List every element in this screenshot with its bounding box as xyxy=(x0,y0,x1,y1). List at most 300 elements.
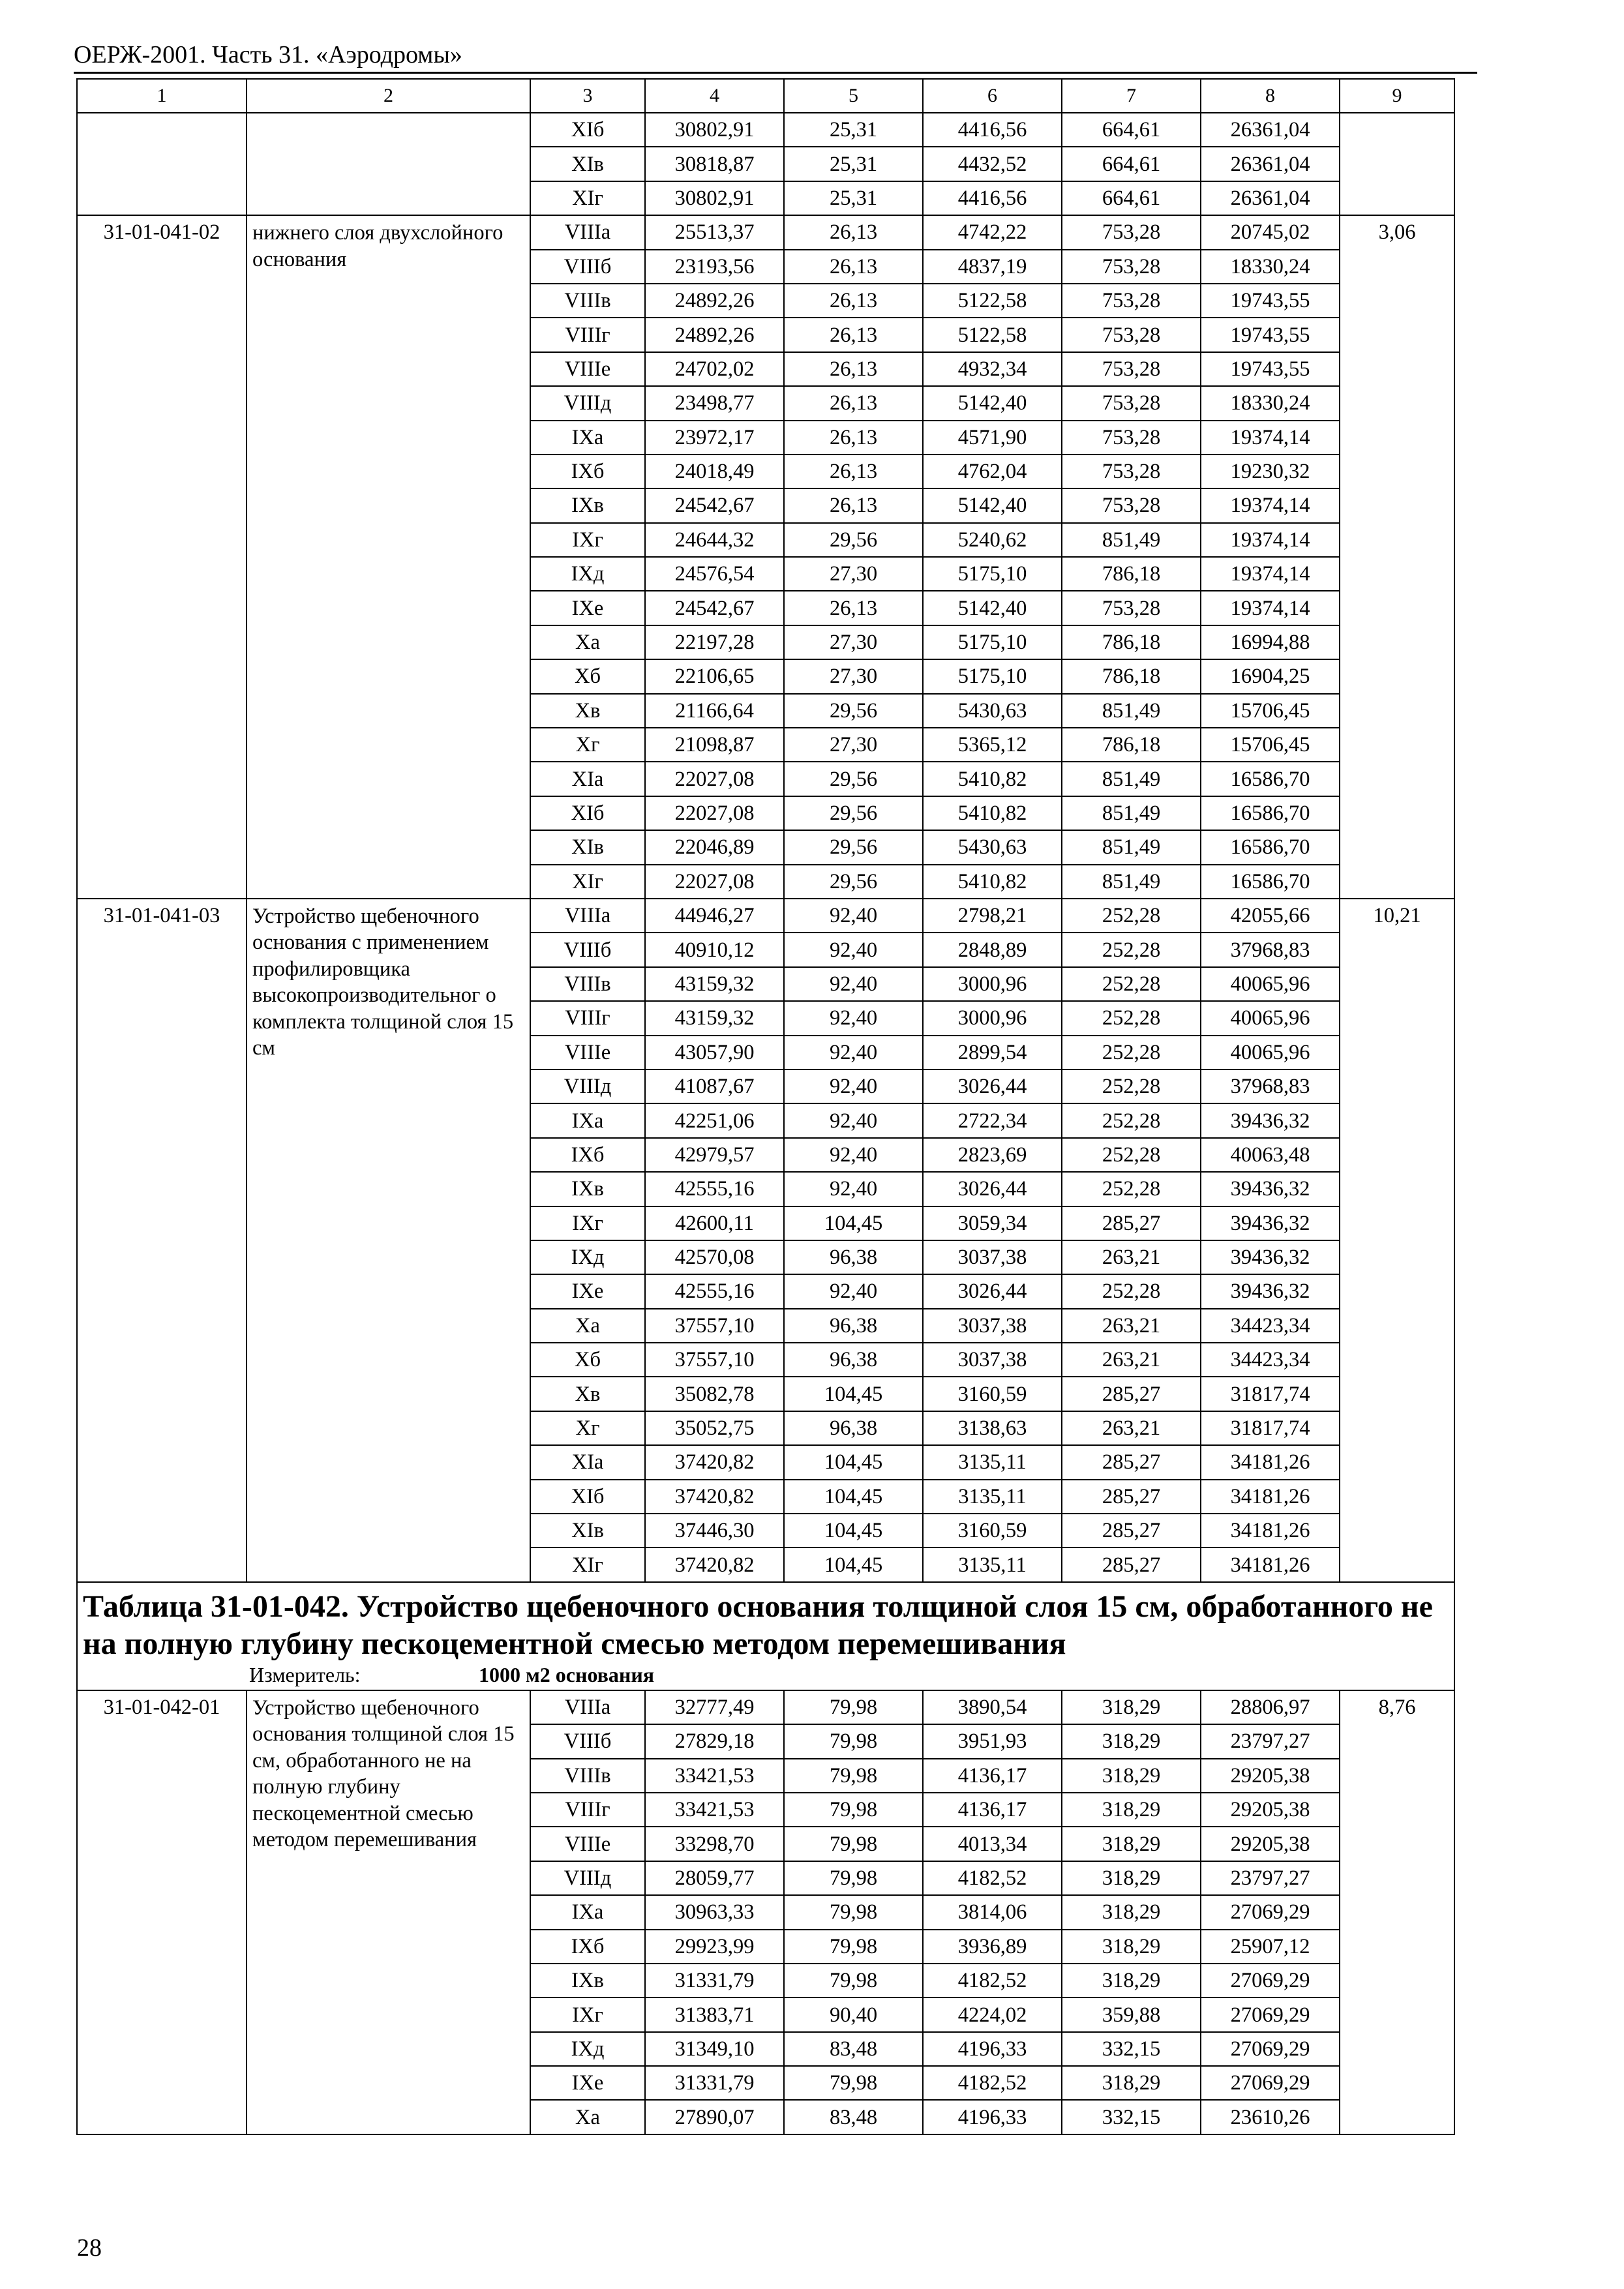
value-cell: 92,40 xyxy=(784,1103,923,1137)
value-cell: 34423,34 xyxy=(1201,1309,1340,1343)
value-cell: 4762,04 xyxy=(923,455,1062,488)
value-cell: 4182,52 xyxy=(923,2066,1062,2100)
value-cell: 252,28 xyxy=(1062,899,1201,933)
value-cell: 25,31 xyxy=(784,147,923,181)
value-cell: 29923,99 xyxy=(645,1930,784,1964)
value-cell: 753,28 xyxy=(1062,386,1201,420)
value-cell: 19374,14 xyxy=(1201,557,1340,591)
zone-cell: XIг xyxy=(530,181,645,215)
value-cell: 19230,32 xyxy=(1201,455,1340,488)
value-cell: 23797,27 xyxy=(1201,1724,1340,1758)
value-cell: 23193,56 xyxy=(645,250,784,284)
value-cell: 16586,70 xyxy=(1201,796,1340,830)
value-cell: 5122,58 xyxy=(923,284,1062,318)
value-cell: 285,27 xyxy=(1062,1548,1201,1581)
value-cell: 44946,27 xyxy=(645,899,784,933)
value-cell: 4416,56 xyxy=(923,113,1062,147)
value-cell: 25513,37 xyxy=(645,215,784,249)
value-cell: 30818,87 xyxy=(645,147,784,181)
value-cell: 79,98 xyxy=(784,1827,923,1861)
value-cell: 31331,79 xyxy=(645,1964,784,1997)
value-cell: 31383,71 xyxy=(645,1997,784,2031)
column-number-cell: 2 xyxy=(247,79,530,113)
zone-cell: IXб xyxy=(530,1138,645,1172)
value-cell: 3135,11 xyxy=(923,1445,1062,1479)
value-cell: 104,45 xyxy=(784,1445,923,1479)
rates-table xyxy=(76,78,1455,2135)
zone-cell: Xб xyxy=(530,659,645,693)
value-cell: 318,29 xyxy=(1062,1895,1201,1929)
value-cell: 851,49 xyxy=(1062,830,1201,864)
value-cell: 285,27 xyxy=(1062,1377,1201,1411)
value-cell: 28059,77 xyxy=(645,1861,784,1895)
value-cell: 27,30 xyxy=(784,557,923,591)
zone-cell: VIIIе xyxy=(530,352,645,386)
value-cell: 33421,53 xyxy=(645,1759,784,1793)
value-cell: 104,45 xyxy=(784,1377,923,1411)
value-cell: 31817,74 xyxy=(1201,1411,1340,1445)
value-cell: 37420,82 xyxy=(645,1480,784,1514)
value-cell: 92,40 xyxy=(784,1036,923,1070)
section-header-row xyxy=(77,1582,1454,1690)
value-cell: 252,28 xyxy=(1062,1138,1201,1172)
value-cell: 252,28 xyxy=(1062,1036,1201,1070)
value-cell: 786,18 xyxy=(1062,659,1201,693)
zone-cell: VIIIд xyxy=(530,1861,645,1895)
value-cell: 34181,26 xyxy=(1201,1548,1340,1581)
value-cell: 40065,96 xyxy=(1201,967,1340,1001)
value-cell: 16586,70 xyxy=(1201,830,1340,864)
value-cell: 39436,32 xyxy=(1201,1274,1340,1308)
value-cell: 252,28 xyxy=(1062,1103,1201,1137)
zone-cell: IXг xyxy=(530,1997,645,2031)
value-cell: 96,38 xyxy=(784,1343,923,1377)
value-cell: 5175,10 xyxy=(923,625,1062,659)
value-cell: 3026,44 xyxy=(923,1274,1062,1308)
value-cell: 79,98 xyxy=(784,1930,923,1964)
value-cell: 753,28 xyxy=(1062,318,1201,352)
value-cell: 16586,70 xyxy=(1201,762,1340,796)
zone-cell: VIIIг xyxy=(530,1001,645,1035)
table-row xyxy=(77,113,1454,147)
value-cell: 18330,24 xyxy=(1201,250,1340,284)
page-number: 28 xyxy=(77,2234,102,2262)
value-cell: 30802,91 xyxy=(645,113,784,147)
value-cell: 29,56 xyxy=(784,523,923,557)
value-cell: 26,13 xyxy=(784,318,923,352)
value-cell: 42979,57 xyxy=(645,1138,784,1172)
zone-cell: IXг xyxy=(530,523,645,557)
value-cell: 263,21 xyxy=(1062,1343,1201,1377)
zone-cell: VIIIа xyxy=(530,215,645,249)
value-cell: 2899,54 xyxy=(923,1036,1062,1070)
value-cell: 252,28 xyxy=(1062,1001,1201,1035)
zone-cell: Xг xyxy=(530,728,645,762)
value-cell: 318,29 xyxy=(1062,1861,1201,1895)
work-description: Устройство щебеночного основания с применением профилировщика высокопроизводительног о комплекта толщиной слоя 15 см xyxy=(247,899,530,1582)
value-cell: 28806,97 xyxy=(1201,1690,1340,1724)
value-cell: 25,31 xyxy=(784,113,923,147)
value-cell: 35082,78 xyxy=(645,1377,784,1411)
value-cell: 26,13 xyxy=(784,352,923,386)
value-cell: 786,18 xyxy=(1062,625,1201,659)
value-cell: 104,45 xyxy=(784,1480,923,1514)
value-cell: 4136,17 xyxy=(923,1759,1062,1793)
value-cell: 24542,67 xyxy=(645,488,784,522)
value-cell: 42251,06 xyxy=(645,1103,784,1137)
value-cell: 318,29 xyxy=(1062,1759,1201,1793)
value-cell: 16904,25 xyxy=(1201,659,1340,693)
zone-cell: VIIIб xyxy=(530,250,645,284)
zone-cell: VIIIв xyxy=(530,284,645,318)
value-cell: 79,98 xyxy=(784,1724,923,1758)
value-cell: 24644,32 xyxy=(645,523,784,557)
value-cell: 29205,38 xyxy=(1201,1759,1340,1793)
value-cell: 37420,82 xyxy=(645,1445,784,1479)
value-cell: 19374,14 xyxy=(1201,488,1340,522)
value-cell: 35052,75 xyxy=(645,1411,784,1445)
rate-code: 31-01-041-02 xyxy=(77,215,247,899)
value-cell: 26,13 xyxy=(784,284,923,318)
value-cell: 92,40 xyxy=(784,899,923,933)
zone-cell: VIIIв xyxy=(530,1759,645,1793)
value-cell: 42055,66 xyxy=(1201,899,1340,933)
value-cell: 3000,96 xyxy=(923,1001,1062,1035)
value-cell: 32777,49 xyxy=(645,1690,784,1724)
header-rule xyxy=(74,72,1477,74)
value-cell: 26361,04 xyxy=(1201,181,1340,215)
value-cell: 79,98 xyxy=(784,1759,923,1793)
value-cell: 22197,28 xyxy=(645,625,784,659)
value-cell: 3160,59 xyxy=(923,1377,1062,1411)
value-cell: 753,28 xyxy=(1062,250,1201,284)
value-cell: 92,40 xyxy=(784,967,923,1001)
value-cell: 24892,26 xyxy=(645,318,784,352)
table-body xyxy=(77,79,1454,2134)
value-cell: 4571,90 xyxy=(923,421,1062,455)
value-cell: 3037,38 xyxy=(923,1343,1062,1377)
value-cell: 79,98 xyxy=(784,1964,923,1997)
value-cell: 37446,30 xyxy=(645,1514,784,1548)
value-cell: 318,29 xyxy=(1062,1724,1201,1758)
value-cell: 24892,26 xyxy=(645,284,784,318)
zone-cell: Xб xyxy=(530,1343,645,1377)
value-cell: 29,56 xyxy=(784,694,923,728)
value-cell: 263,21 xyxy=(1062,1309,1201,1343)
zone-cell: IXб xyxy=(530,455,645,488)
value-cell: 19743,55 xyxy=(1201,284,1340,318)
value-cell: 4837,19 xyxy=(923,250,1062,284)
value-cell: 39436,32 xyxy=(1201,1172,1340,1206)
zone-cell: XIг xyxy=(530,865,645,899)
value-cell: 332,15 xyxy=(1062,2100,1201,2134)
zone-cell: XIг xyxy=(530,1548,645,1581)
column-number-cell: 5 xyxy=(784,79,923,113)
value-cell: 3936,89 xyxy=(923,1930,1062,1964)
value-cell: 285,27 xyxy=(1062,1445,1201,1479)
rate-code xyxy=(77,113,247,215)
value-cell: 851,49 xyxy=(1062,796,1201,830)
value-cell: 4136,17 xyxy=(923,1793,1062,1827)
zone-cell: IXб xyxy=(530,1930,645,1964)
value-cell: 26,13 xyxy=(784,250,923,284)
value-cell: 753,28 xyxy=(1062,591,1201,625)
value-cell: 3037,38 xyxy=(923,1240,1062,1274)
value-cell: 37420,82 xyxy=(645,1548,784,1581)
value-cell: 3026,44 xyxy=(923,1172,1062,1206)
value-cell: 4416,56 xyxy=(923,181,1062,215)
value-cell: 34181,26 xyxy=(1201,1480,1340,1514)
value-cell: 26,13 xyxy=(784,421,923,455)
value-cell: 252,28 xyxy=(1062,933,1201,966)
zone-cell: XIб xyxy=(530,796,645,830)
value-cell: 786,18 xyxy=(1062,557,1201,591)
value-cell: 5410,82 xyxy=(923,865,1062,899)
value-cell: 43057,90 xyxy=(645,1036,784,1070)
value-cell: 104,45 xyxy=(784,1514,923,1548)
value-cell: 27,30 xyxy=(784,625,923,659)
value-cell: 3890,54 xyxy=(923,1690,1062,1724)
work-description: нижнего слоя двухслойного основания xyxy=(247,215,530,899)
value-cell: 5142,40 xyxy=(923,386,1062,420)
zone-cell: Xа xyxy=(530,625,645,659)
value-cell: 19374,14 xyxy=(1201,591,1340,625)
zone-cell: XIв xyxy=(530,830,645,864)
value-cell: 92,40 xyxy=(784,1070,923,1103)
zone-cell: Xв xyxy=(530,694,645,728)
table-row xyxy=(77,1690,1454,1724)
value-cell: 39436,32 xyxy=(1201,1240,1340,1274)
value-cell: 3000,96 xyxy=(923,967,1062,1001)
work-description xyxy=(247,113,530,215)
value-cell: 851,49 xyxy=(1062,694,1201,728)
value-cell: 5365,12 xyxy=(923,728,1062,762)
measure-line xyxy=(83,1662,1450,1690)
value-cell: 263,21 xyxy=(1062,1411,1201,1445)
value-cell: 23972,17 xyxy=(645,421,784,455)
value-cell: 37557,10 xyxy=(645,1309,784,1343)
value-cell: 5430,63 xyxy=(923,694,1062,728)
value-cell: 23797,27 xyxy=(1201,1861,1340,1895)
zone-cell: IXа xyxy=(530,1895,645,1929)
value-cell: 42555,16 xyxy=(645,1172,784,1206)
value-cell: 851,49 xyxy=(1062,865,1201,899)
zone-cell: Xа xyxy=(530,1309,645,1343)
value-cell: 42555,16 xyxy=(645,1274,784,1308)
value-cell: 33421,53 xyxy=(645,1793,784,1827)
value-cell: 96,38 xyxy=(784,1309,923,1343)
value-cell: 4196,33 xyxy=(923,2032,1062,2066)
value-cell: 19374,14 xyxy=(1201,523,1340,557)
value-cell: 79,98 xyxy=(784,1690,923,1724)
value-cell: 263,21 xyxy=(1062,1240,1201,1274)
zone-cell: IXд xyxy=(530,2032,645,2066)
value-cell: 252,28 xyxy=(1062,1172,1201,1206)
value-cell: 2722,34 xyxy=(923,1103,1062,1137)
value-cell: 27890,07 xyxy=(645,2100,784,2134)
value-cell: 16586,70 xyxy=(1201,865,1340,899)
value-cell: 19743,55 xyxy=(1201,318,1340,352)
value-cell: 27069,29 xyxy=(1201,1895,1340,1929)
value-cell: 5410,82 xyxy=(923,796,1062,830)
zone-cell: XIа xyxy=(530,762,645,796)
column-number-cell: 4 xyxy=(645,79,784,113)
value-cell: 31331,79 xyxy=(645,2066,784,2100)
value-cell: 3037,38 xyxy=(923,1309,1062,1343)
value-cell: 39436,32 xyxy=(1201,1103,1340,1137)
value-cell: 79,98 xyxy=(784,1895,923,1929)
value-cell: 3135,11 xyxy=(923,1548,1062,1581)
zone-cell: VIIIе xyxy=(530,1036,645,1070)
zone-cell: VIIIа xyxy=(530,1690,645,1724)
column-number-row xyxy=(77,79,1454,113)
value-cell: 104,45 xyxy=(784,1548,923,1581)
zone-cell: VIIIг xyxy=(530,318,645,352)
value-cell: 25,31 xyxy=(784,181,923,215)
value-cell: 2848,89 xyxy=(923,933,1062,966)
value-cell: 26,13 xyxy=(784,591,923,625)
value-cell: 40065,96 xyxy=(1201,1036,1340,1070)
value-cell: 26,13 xyxy=(784,386,923,420)
value-cell: 318,29 xyxy=(1062,1690,1201,1724)
zone-cell: IXа xyxy=(530,1103,645,1137)
value-cell: 27,30 xyxy=(784,659,923,693)
value-cell: 753,28 xyxy=(1062,488,1201,522)
value-cell: 5122,58 xyxy=(923,318,1062,352)
value-cell: 19743,55 xyxy=(1201,352,1340,386)
value-cell: 26,13 xyxy=(784,455,923,488)
value-cell: 24018,49 xyxy=(645,455,784,488)
value-cell: 92,40 xyxy=(784,1001,923,1035)
value-cell: 4182,52 xyxy=(923,1964,1062,1997)
value-cell: 2798,21 xyxy=(923,899,1062,933)
value-cell: 27,30 xyxy=(784,728,923,762)
value-cell: 4013,34 xyxy=(923,1827,1062,1861)
value-cell: 318,29 xyxy=(1062,1964,1201,1997)
value-cell: 42600,11 xyxy=(645,1206,784,1240)
value-cell: 22027,08 xyxy=(645,762,784,796)
value-cell: 5142,40 xyxy=(923,488,1062,522)
value-cell: 40063,48 xyxy=(1201,1138,1340,1172)
value-cell: 33298,70 xyxy=(645,1827,784,1861)
value-cell: 3160,59 xyxy=(923,1514,1062,1548)
zone-cell: XIв xyxy=(530,1514,645,1548)
zone-cell: VIIIа xyxy=(530,899,645,933)
value-cell: 5410,82 xyxy=(923,762,1062,796)
value-cell: 24702,02 xyxy=(645,352,784,386)
value-cell: 22027,08 xyxy=(645,796,784,830)
zone-cell: IXв xyxy=(530,488,645,522)
zone-cell: XIб xyxy=(530,113,645,147)
value-cell: 96,38 xyxy=(784,1240,923,1274)
value-cell: 4932,34 xyxy=(923,352,1062,386)
value-cell: 83,48 xyxy=(784,2032,923,2066)
value-cell: 15706,45 xyxy=(1201,728,1340,762)
column-number-cell: 9 xyxy=(1340,79,1454,113)
value-cell: 92,40 xyxy=(784,933,923,966)
value-cell: 26361,04 xyxy=(1201,113,1340,147)
zone-cell: Xа xyxy=(530,2100,645,2134)
value-cell: 41087,67 xyxy=(645,1070,784,1103)
coefficient-cell: 8,76 xyxy=(1340,1690,1454,2134)
value-cell: 753,28 xyxy=(1062,352,1201,386)
value-cell: 5240,62 xyxy=(923,523,1062,557)
zone-cell: IXв xyxy=(530,1172,645,1206)
coefficient-cell xyxy=(1340,113,1454,215)
value-cell: 26361,04 xyxy=(1201,147,1340,181)
value-cell: 29,56 xyxy=(784,830,923,864)
zone-cell: IXв xyxy=(530,1964,645,1997)
value-cell: 3135,11 xyxy=(923,1480,1062,1514)
value-cell: 34181,26 xyxy=(1201,1514,1340,1548)
value-cell: 15706,45 xyxy=(1201,694,1340,728)
value-cell: 3138,63 xyxy=(923,1411,1062,1445)
value-cell: 664,61 xyxy=(1062,147,1201,181)
value-cell: 22027,08 xyxy=(645,865,784,899)
document-header: ОЕРЖ-2001. Часть 31. «Аэродромы» xyxy=(74,41,462,68)
value-cell: 27069,29 xyxy=(1201,2032,1340,2066)
value-cell: 92,40 xyxy=(784,1274,923,1308)
value-cell: 332,15 xyxy=(1062,2032,1201,2066)
value-cell: 4432,52 xyxy=(923,147,1062,181)
value-cell: 79,98 xyxy=(784,1861,923,1895)
value-cell: 43159,32 xyxy=(645,1001,784,1035)
value-cell: 83,48 xyxy=(784,2100,923,2134)
work-description: Устройство щебеночного основания толщиной слоя 15 см, обработанного не на полную глубину пескоцементной смесью методом перемешивания xyxy=(247,1690,530,2134)
value-cell: 5142,40 xyxy=(923,591,1062,625)
zone-cell: VIIIе xyxy=(530,1827,645,1861)
value-cell: 318,29 xyxy=(1062,2066,1201,2100)
value-cell: 30802,91 xyxy=(645,181,784,215)
value-cell: 104,45 xyxy=(784,1206,923,1240)
zone-cell: IXг xyxy=(530,1206,645,1240)
value-cell: 21098,87 xyxy=(645,728,784,762)
value-cell: 39436,32 xyxy=(1201,1206,1340,1240)
value-cell: 851,49 xyxy=(1062,523,1201,557)
column-number-cell: 7 xyxy=(1062,79,1201,113)
value-cell: 23610,26 xyxy=(1201,2100,1340,2134)
value-cell: 21166,64 xyxy=(645,694,784,728)
zone-cell: XIб xyxy=(530,1480,645,1514)
measure-label: Измеритель: xyxy=(249,1662,361,1686)
value-cell: 24576,54 xyxy=(645,557,784,591)
value-cell: 252,28 xyxy=(1062,1274,1201,1308)
value-cell: 285,27 xyxy=(1062,1480,1201,1514)
value-cell: 42570,08 xyxy=(645,1240,784,1274)
value-cell: 40065,96 xyxy=(1201,1001,1340,1035)
value-cell: 664,61 xyxy=(1062,113,1201,147)
zone-cell: IXд xyxy=(530,557,645,591)
value-cell: 24542,67 xyxy=(645,591,784,625)
value-cell: 40910,12 xyxy=(645,933,784,966)
value-cell: 753,28 xyxy=(1062,284,1201,318)
value-cell: 318,29 xyxy=(1062,1930,1201,1964)
value-cell: 285,27 xyxy=(1062,1514,1201,1548)
measure-value: 1000 м2 основания xyxy=(479,1662,655,1686)
value-cell: 4742,22 xyxy=(923,215,1062,249)
value-cell: 19374,14 xyxy=(1201,421,1340,455)
value-cell: 79,98 xyxy=(784,2066,923,2100)
value-cell: 20745,02 xyxy=(1201,215,1340,249)
value-cell: 29205,38 xyxy=(1201,1793,1340,1827)
value-cell: 27069,29 xyxy=(1201,1964,1340,1997)
value-cell: 29,56 xyxy=(784,762,923,796)
column-number-cell: 6 xyxy=(923,79,1062,113)
value-cell: 31349,10 xyxy=(645,2032,784,2066)
value-cell: 29,56 xyxy=(784,796,923,830)
value-cell: 5175,10 xyxy=(923,659,1062,693)
value-cell: 34181,26 xyxy=(1201,1445,1340,1479)
